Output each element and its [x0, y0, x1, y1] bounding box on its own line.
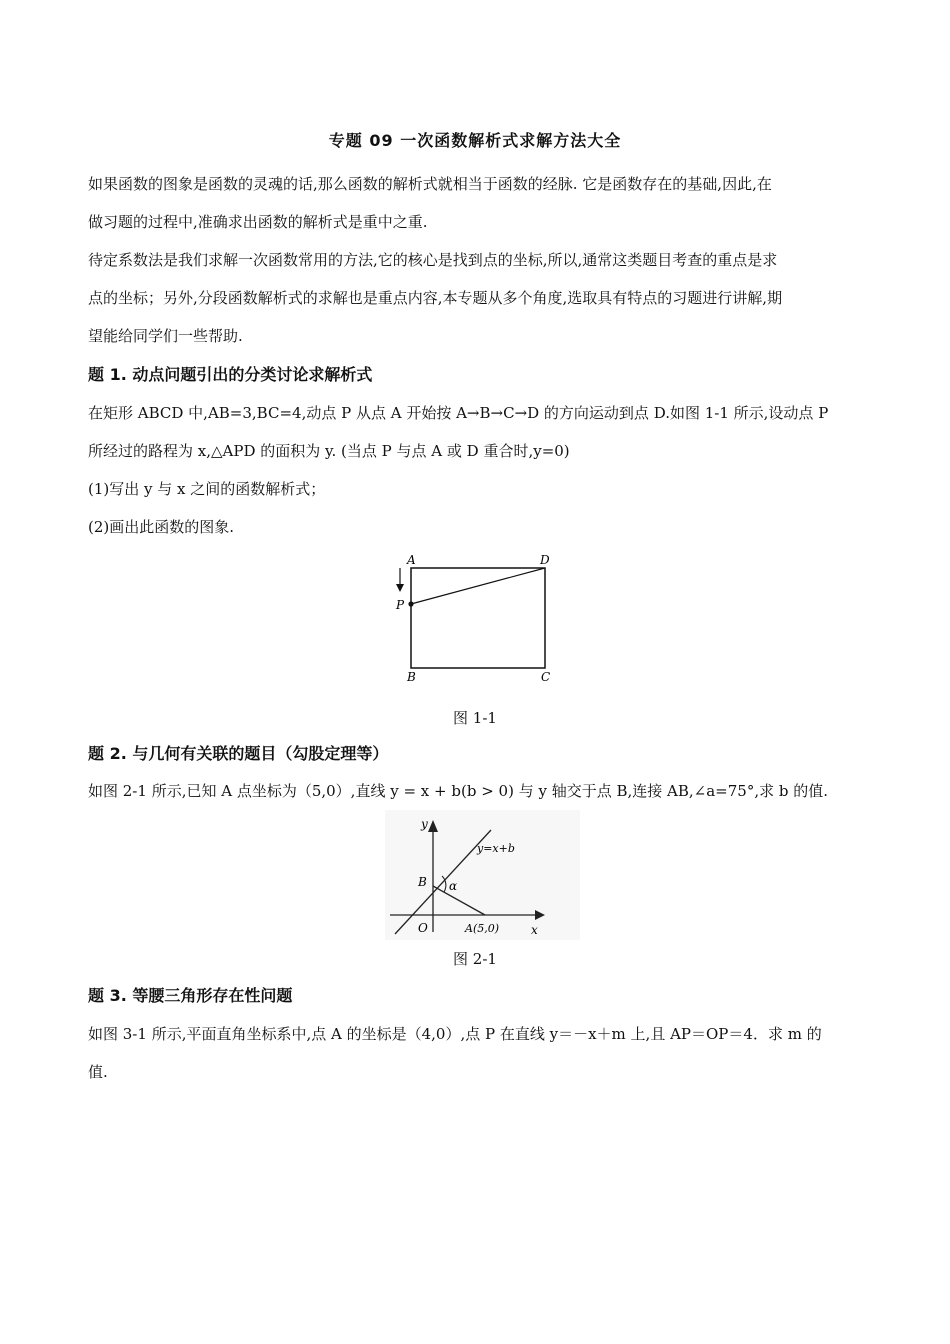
figure-2-1-caption: 图 2-1	[453, 950, 497, 968]
intro-line-5: 望能给同学们一些帮助.	[88, 327, 243, 345]
intro-line-1: 如果函数的图象是函数的灵魂的话,那么函数的解析式就相当于函数的经脉. 它是函数存在的基础,因此,在	[88, 175, 772, 193]
label-d: D	[540, 553, 550, 567]
label-a: A	[407, 553, 416, 567]
label-o: O	[418, 921, 428, 935]
point-p	[408, 601, 413, 606]
intro-line-4: 点的坐标；另外,分段函数解析式的求解也是重点内容,本专题从多个角度,选取具有特点的习题进行讲解,期	[88, 289, 783, 307]
label-x: x	[531, 923, 538, 937]
label-c: C	[541, 670, 551, 684]
label-alpha: α	[449, 879, 458, 893]
figure-2-1	[385, 810, 580, 940]
label-a: A(5,0)	[465, 922, 500, 935]
figure-1-1	[390, 548, 560, 688]
label-y: y	[421, 817, 428, 831]
page-title: 专题 09 一次函数解析式求解方法大全	[328, 131, 622, 150]
label-b: B	[407, 670, 416, 684]
q3-heading: 题 3. 等腰三角形存在性问题	[88, 986, 293, 1005]
figure-1-1-caption: 图 1-1	[453, 709, 497, 727]
label-b: B	[418, 875, 427, 889]
label-p: P	[396, 598, 405, 612]
q1-line-3: (1)写出 y 与 x 之间的函数解析式；	[88, 480, 326, 498]
label-line: y=x+b	[477, 842, 515, 855]
q1-line-1: 在矩形 ABCD 中,AB=3,BC=4,动点 P 从点 A 开始按 A→B→C→D 的方向运动到点 D.如图 1-1 所示,设动点 P	[88, 404, 829, 422]
segment-pd	[411, 568, 545, 604]
q3-line-1: 如图 3-1 所示,平面直角坐标系中,点 A 的坐标是（4,0）,点 P 在直线 y＝－x＋m 上,且 AP＝OP＝4．求 m 的	[88, 1025, 822, 1043]
q2-heading: 题 2. 与几何有关联的题目（勾股定理等）	[88, 744, 389, 763]
figure-background	[385, 810, 580, 940]
direction-arrow-icon	[396, 584, 404, 592]
q2-line-1: 如图 2-1 所示,已知 A 点坐标为（5,0）,直线 y = x + b(b > 0) 与 y 轴交于点 B,连接 AB,∠a=75°,求 b 的值.	[88, 782, 828, 800]
intro-line-3: 待定系数法是我们求解一次函数常用的方法,它的核心是找到点的坐标,所以,通常这类题目考查的重点是求	[88, 251, 778, 269]
q1-heading: 题 1. 动点问题引出的分类讨论求解析式	[88, 365, 373, 384]
q3-line-2: 值.	[88, 1063, 108, 1081]
rectangle-abcd	[411, 568, 545, 668]
q1-line-4: (2)画出此函数的图象.	[88, 518, 235, 536]
intro-line-2: 做习题的过程中,准确求出函数的解析式是重中之重.	[88, 213, 428, 231]
q1-line-2: 所经过的路程为 x,△APD 的面积为 y. (当点 P 与点 A 或 D 重合时,y=0)	[88, 442, 570, 460]
